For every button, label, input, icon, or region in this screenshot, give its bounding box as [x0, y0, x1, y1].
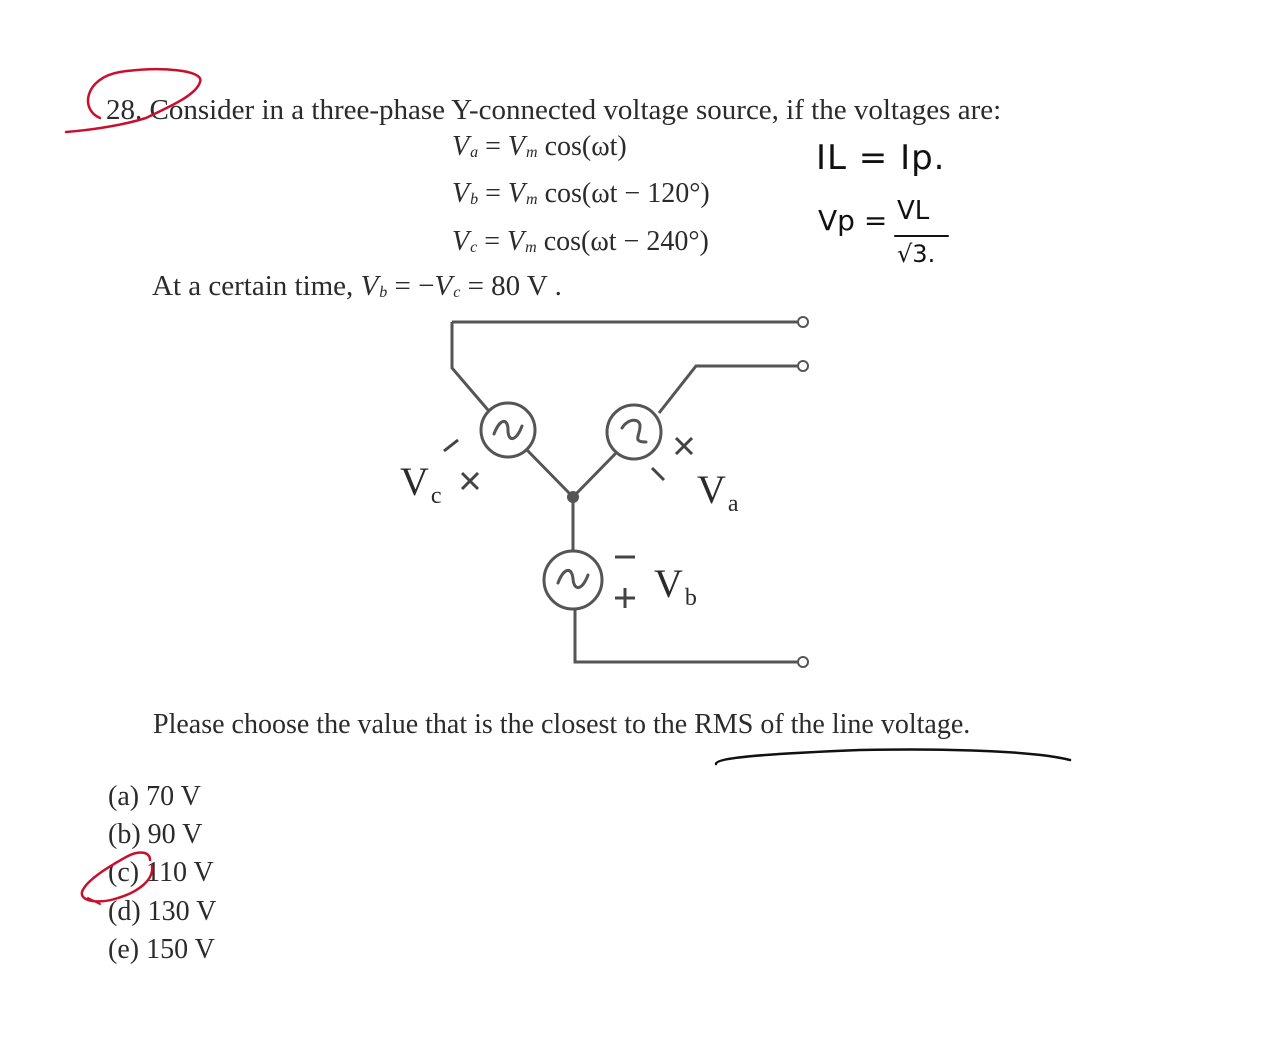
option-d[interactable]: (d) 130 V	[108, 896, 217, 927]
black-underline-prompt	[716, 749, 1070, 764]
equation-va: $V_a = V_m$ cos(ωt)	[452, 131, 627, 162]
option-c[interactable]: (c) 110 V	[108, 857, 214, 888]
question-number: 28.	[106, 94, 143, 126]
question-prompt: Please choose the value that is the closest to the RMS of the line voltage.	[153, 709, 971, 740]
label-vb: $V_b$	[654, 561, 697, 611]
option-a[interactable]: (a) 70 V	[108, 781, 201, 812]
red-circle-question-number	[66, 69, 200, 132]
option-b[interactable]: (b) 90 V	[108, 819, 203, 850]
equation-vb: $V_b = V_m$ cos(ωt − 120°)	[452, 178, 710, 209]
condition-text: At a certain time, $V_b = -V_c = 80$ V .	[152, 270, 562, 302]
handwritten-note-sqrt3: √3.	[897, 240, 936, 268]
label-vc: $V_c$	[400, 459, 442, 509]
label-va: $V_a$	[697, 467, 739, 517]
handwritten-note-current: IL = Ip.	[816, 138, 946, 178]
question-body: Consider in a three-phase Y-connected voltage source, if the voltages are:	[149, 94, 1002, 126]
red-circle-option-c	[82, 853, 152, 902]
handwritten-note-vl: VL	[897, 196, 930, 226]
option-e[interactable]: (e) 150 V	[108, 934, 215, 965]
handwritten-note-vp: Vp =	[818, 204, 888, 237]
equation-vc: $V_c = V_m$ cos(ωt − 240°)	[452, 226, 709, 257]
